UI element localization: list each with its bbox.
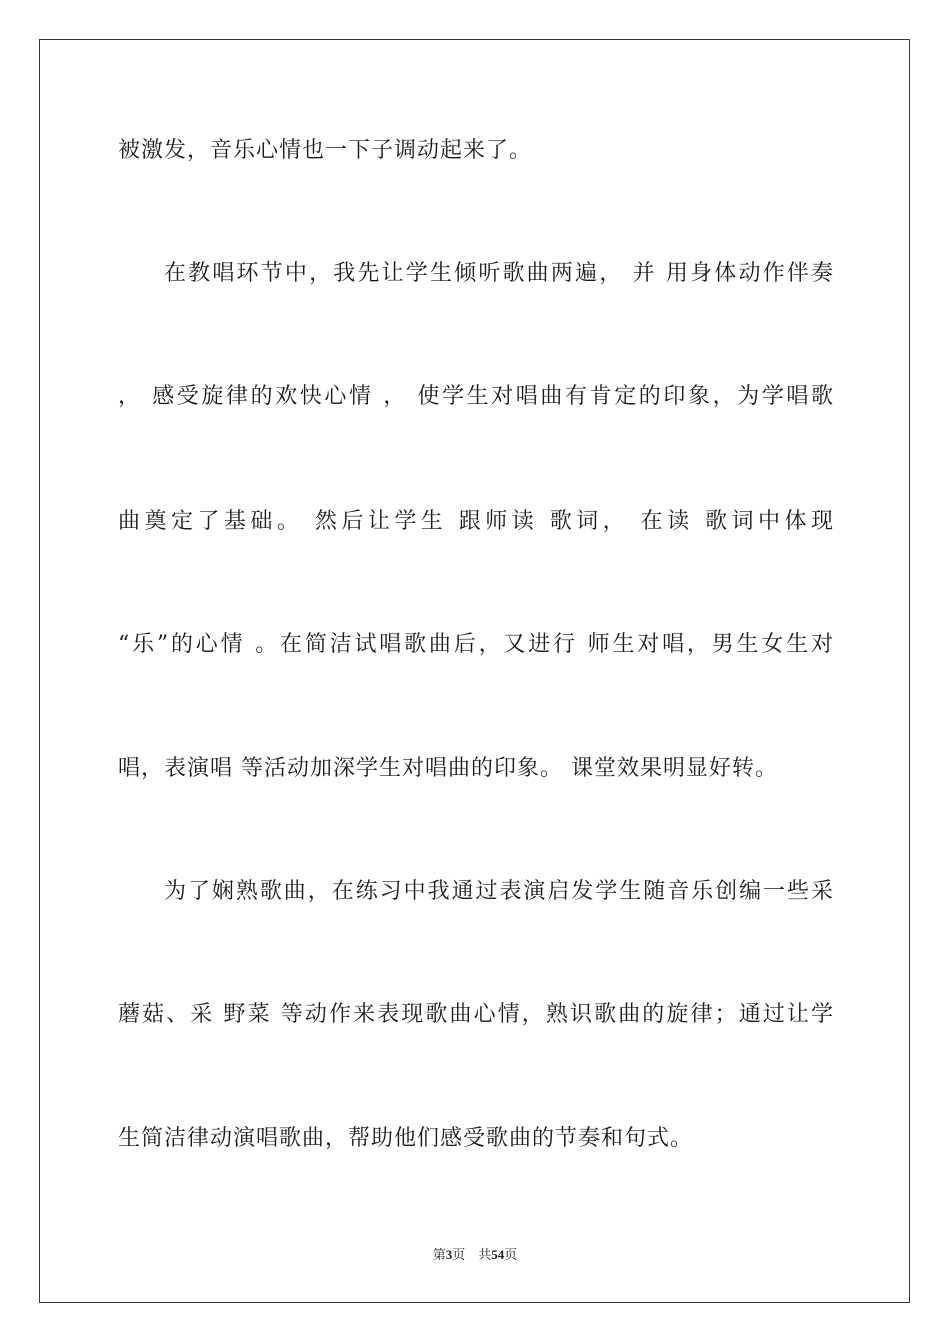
footer-total-prefix: 共 (478, 1247, 492, 1262)
page-footer (0, 1245, 950, 1265)
footer-page-suffix: 页 (452, 1247, 466, 1262)
paragraph-line-4: 曲奠定了基础。 然后让学生 跟师读 歌词， 在读 歌词中体现 (118, 509, 834, 534)
footer-page-number: 3 (445, 1247, 453, 1262)
footer-total-suffix: 页 (504, 1247, 518, 1262)
page-border (39, 39, 910, 1303)
paragraph-line-7: 为了娴熟歌曲，在练习中我通过表演启发学生随音乐创编一些采 (164, 879, 834, 904)
footer-total-pages: 54 (491, 1247, 505, 1262)
paragraph-line-5: “乐”的心情 。在简洁试唱歌曲后，又进行 师生对唱，男生女生对 (118, 632, 834, 657)
paragraph-line-1: 被激发，音乐心情也一下子调动起来了。 (118, 138, 533, 163)
paragraph-line-9: 生简洁律动演唱歌曲，帮助他们感受歌曲的节奏和句式。 (118, 1126, 694, 1151)
paragraph-line-3: ， 感受旋律的欢快心情 ， 使学生对唱曲有肯定的印象，为学唱歌 (118, 384, 834, 409)
paragraph-line-2: 在教唱环节中，我先让学生倾听歌曲两遍， 并 用身体动作伴奏 (164, 261, 834, 286)
paragraph-line-8: 蘑菇、采 野菜 等动作来表现歌曲心情，熟识歌曲的旋律；通过让学 (118, 1002, 834, 1027)
paragraph-line-6: 唱，表演唱 等活动加深学生对唱曲的印象。 课堂效果明显好转。 (118, 756, 778, 781)
footer-page-prefix: 第 (432, 1247, 446, 1262)
